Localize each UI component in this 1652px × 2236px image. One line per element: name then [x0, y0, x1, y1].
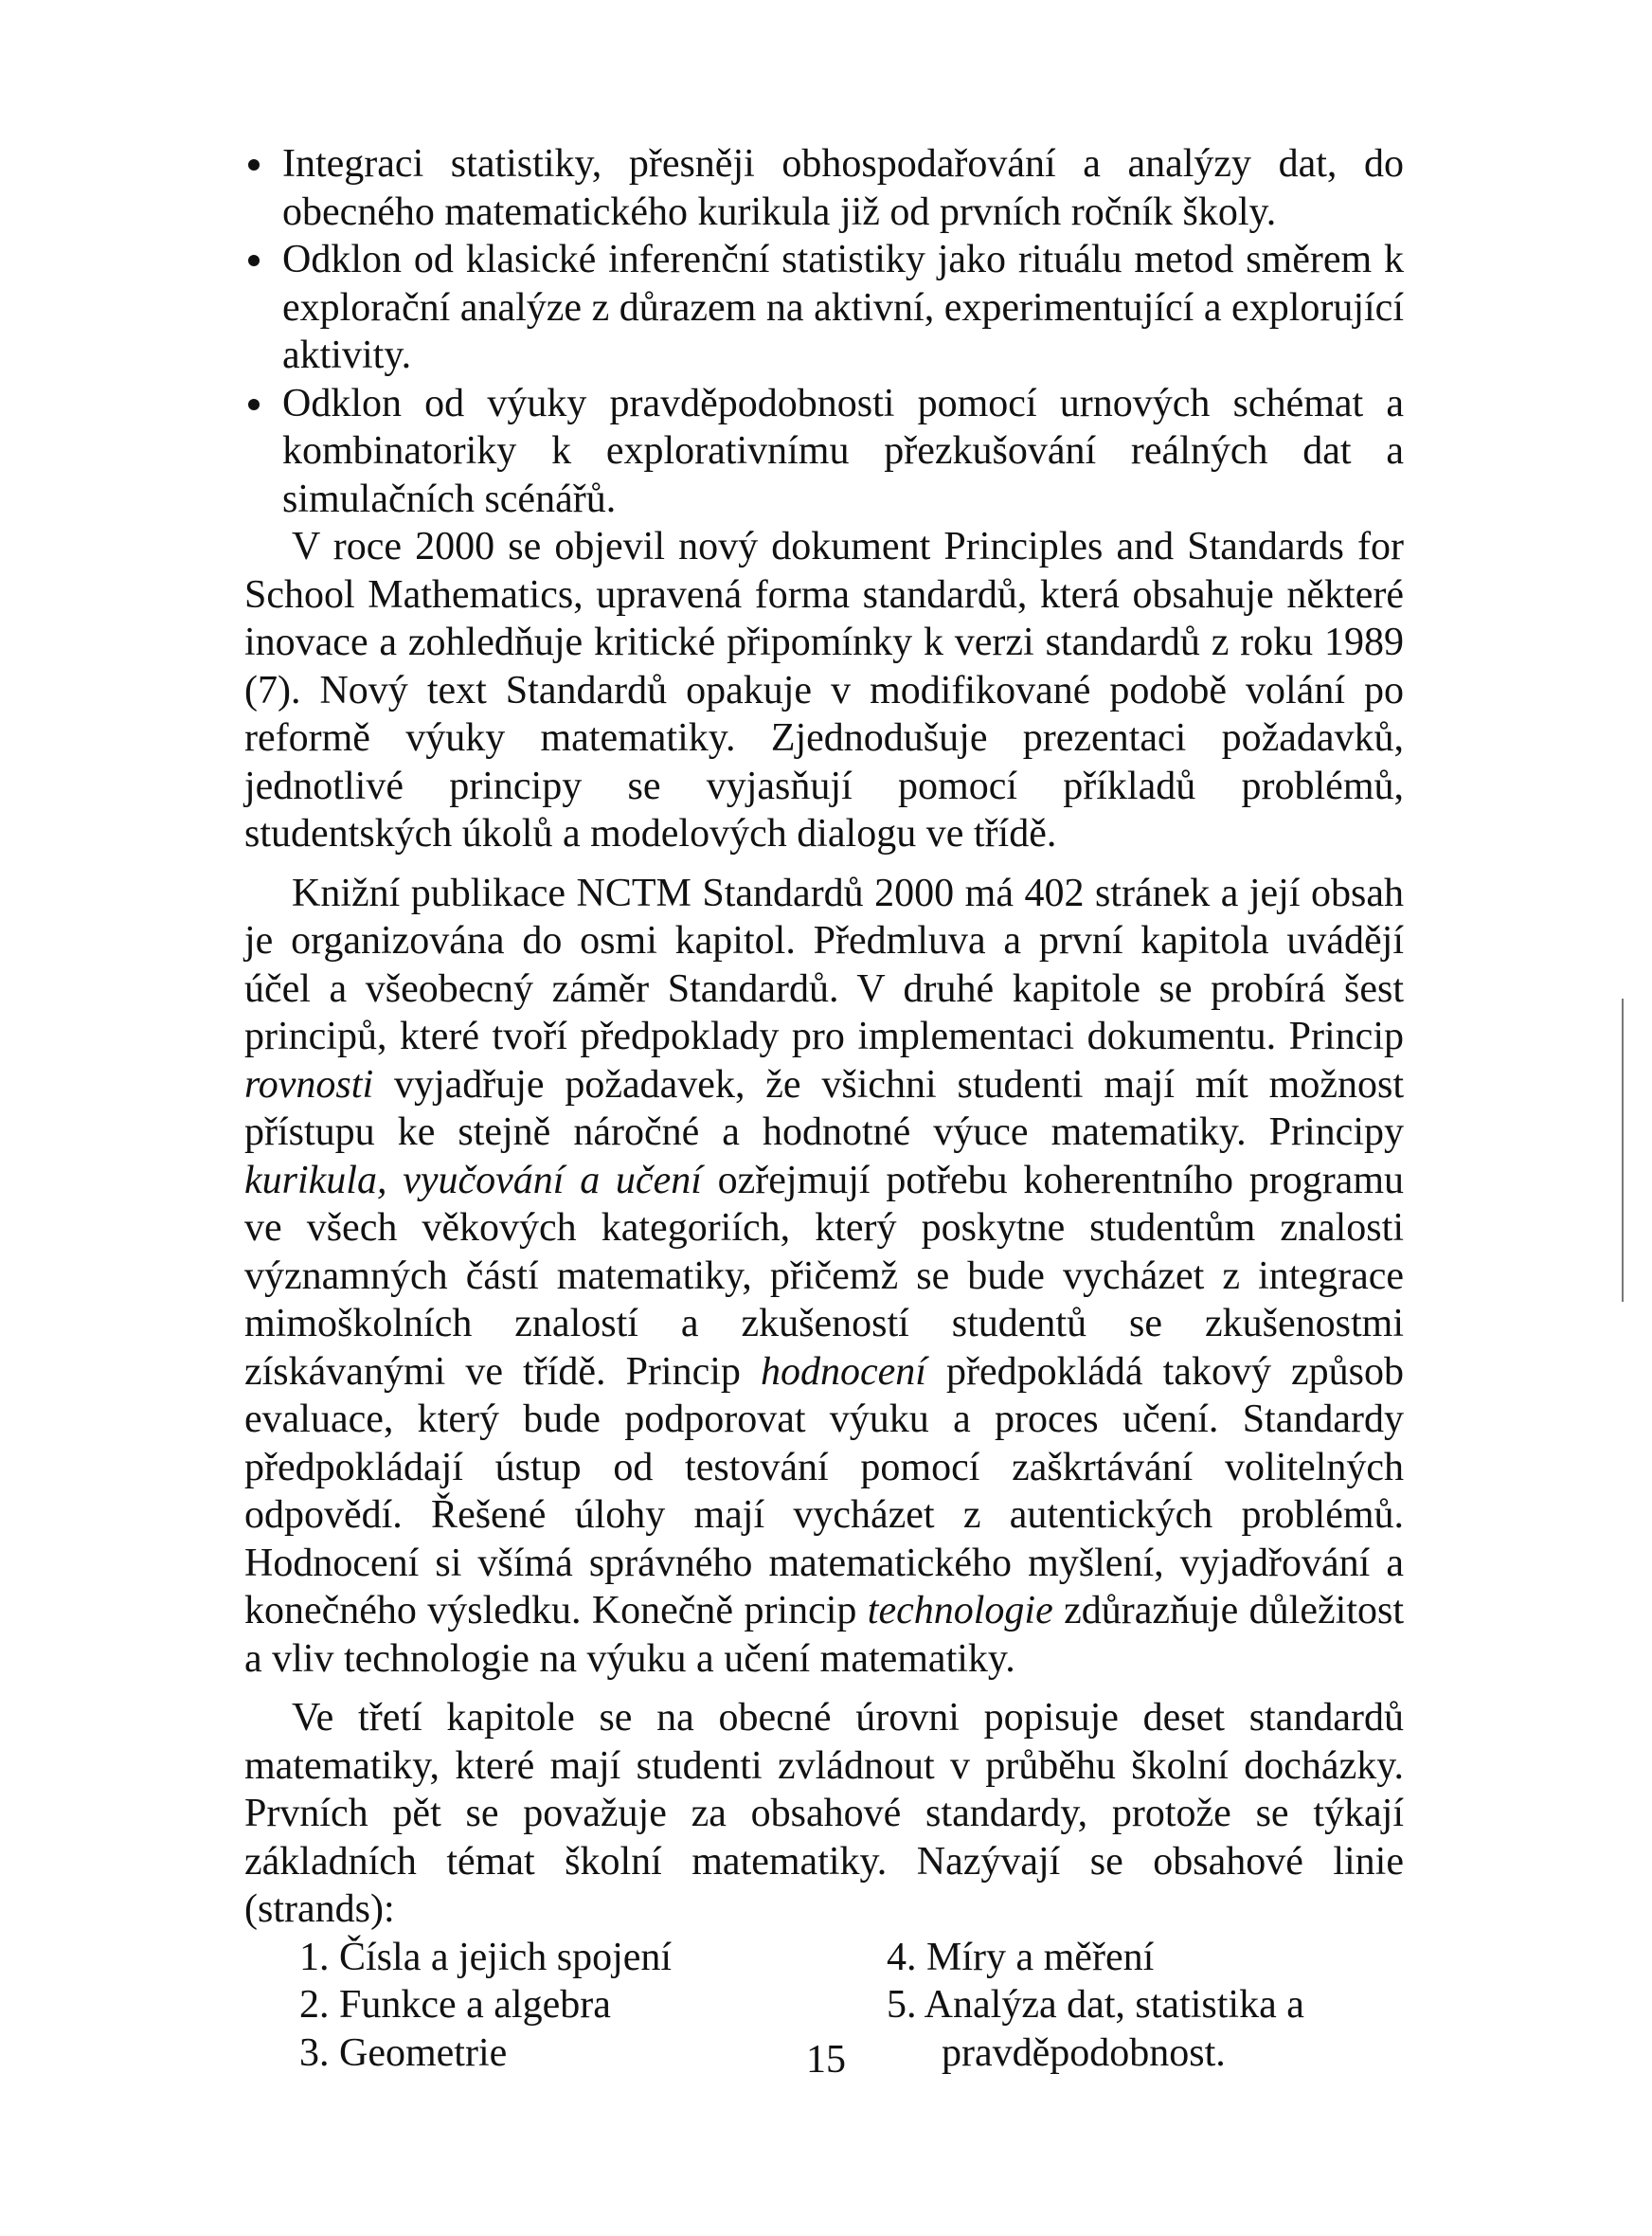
bullet-list — [244, 140, 1404, 523]
text-run: předpokládá takový způsob evaluace, který bude podporovat výuku a proces učení. Standardy předpokládají ústup od testování pomocí zaškrtávání volitelných odpovědí. Řešené úlohy mají vycházet z autentických problémů. Hodnocení si všímá správného matematického myšlení, vyjadřování a konečného výsledku. Konečně princip — [244, 1349, 1404, 1632]
bullet-item: Integraci statistiky, přesněji obhospodařování a analýzy dat, do obecného matematického kurikula již od prvních ročník školy. — [244, 140, 1404, 236]
strand-item: 5. Analýza dat, statistika a — [887, 1983, 1304, 2027]
text-run: zdůrazňuje důležitost a vliv technologie na výuku a učení matematiky. — [244, 1589, 1404, 1681]
paragraph: V roce 2000 se objevil nový dokument Principles and Standards for School Mathematics, upravená forma standardů, která obsahuje některé inovace a zohledňuje kritické připomínky k verzi standardů z roku 1989 (7). Nový text Standardů opakuje v modifikované podobě volání po reformě výuky matematiky. Zjednodušuje prezentaci požadavků, jednotlivé principy se vyjasňují pomocí příkladů problémů, studentských úkolů a modelových dialogu ve třídě. — [244, 525, 1404, 856]
page-body — [244, 140, 1404, 2077]
page-number: 15 — [806, 2038, 846, 2082]
strand-item: 1. Čísla a jejich spojení — [299, 1935, 673, 1979]
italic-term: rovnosti — [244, 1062, 374, 1107]
strand-item: 2. Funkce a algebra — [299, 1983, 611, 2027]
bullet-item: Odklon od výuky pravděpodobnosti pomocí urnových schémat a kombinatoriky k explorativnímu přezkušování reálných dat a simulačních scénářů. — [244, 380, 1404, 524]
paragraph — [244, 870, 1404, 1684]
text-run: ozřejmují potřebu koherentního programu ve všech věkových kategoriích, který poskytne studentům znalosti významných částí matematiky, přičemž se bude vycházet z integrace mimoškolních znalostí a zkušeností studentů se zkušenostmi získávanými ve třídě. Princip — [244, 1158, 1404, 1394]
italic-term: hodnocení — [760, 1349, 926, 1394]
paragraph-gap — [244, 1683, 1404, 1694]
text-run: vyjadřuje požadavek, že všichni studenti mají mít možnost přístupu ke stejně náročné a hodnotné výuce matematiky. Principy — [244, 1062, 1404, 1154]
strand-item-continuation: pravděpodobnost. — [942, 2030, 1226, 2075]
bullet-item: Odklon od klasické inferenční statistiky jako rituálu metod směrem k explorační analýze z důrazem na aktivní, experimentující a explorující aktivity. — [244, 236, 1404, 380]
italic-term: kurikula, vyučování a učení — [244, 1158, 702, 1202]
paragraph-gap — [244, 858, 1404, 870]
strand-item: 3. Geometrie — [299, 2030, 508, 2075]
paragraph: Ve třetí kapitole se na obecné úrovni popisuje deset standardů matematiky, které mají studenti zvládnout v průběhu školní docházky. Prvních pět se považuje za obsahové standardy, protože se týkají základních témat školní matematiky. Nazývají se obsahové linie (strands): — [244, 1696, 1404, 1931]
italic-term: technologie — [867, 1589, 1053, 1632]
text-run: Knižní publikace NCTM Standardů 2000 má 402 stránek a její obsah je organizována do osmi kapitol. Předmluva a první kapitola uvádějí účel a všeobecný záměr Standardů. V druhé kapitole se probírá šest principů, které tvoří předpoklady pro implementaci dokumentu. Princip — [244, 871, 1404, 1058]
margin-scan-line — [1622, 999, 1624, 1302]
strand-item: 4. Míry a měření — [887, 1935, 1155, 1979]
